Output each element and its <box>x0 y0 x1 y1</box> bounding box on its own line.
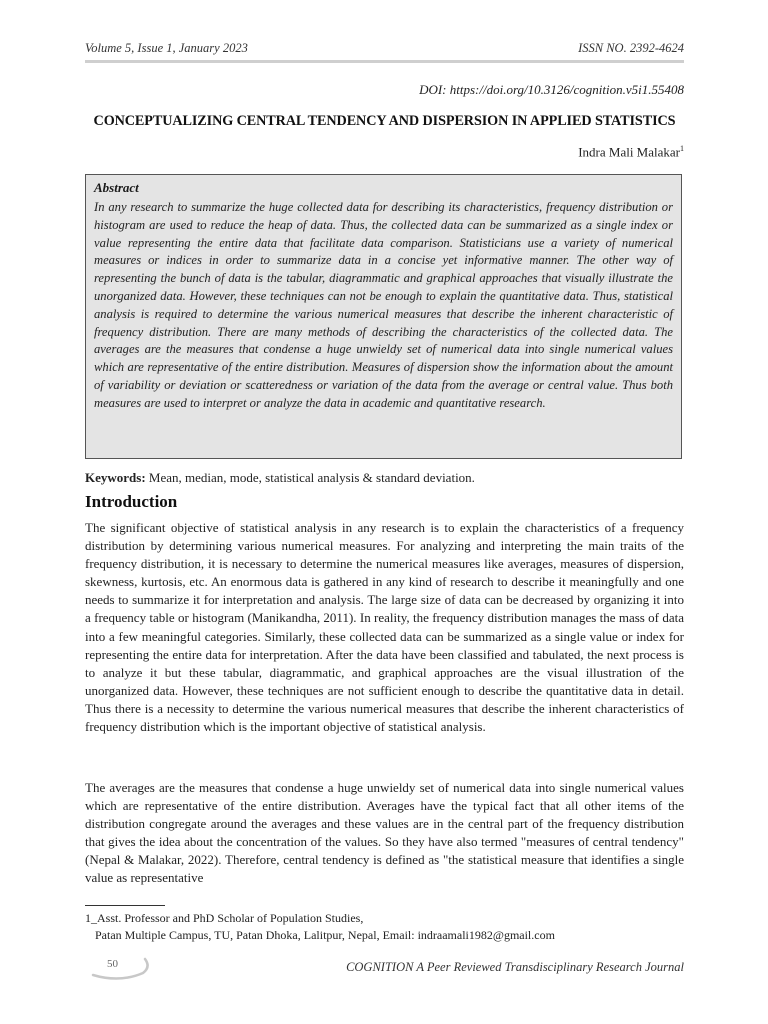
doi-label: DOI: <box>419 82 447 97</box>
footnote-rule <box>85 905 165 906</box>
page-number: 50 <box>107 958 118 970</box>
issn: ISSN NO. 2392-4624 <box>578 41 684 55</box>
article-title: CONCEPTUALIZING CENTRAL TENDENCY AND DISPERSION IN APPLIED STATISTICS <box>93 113 676 129</box>
footnote <box>85 910 555 944</box>
header-rule <box>85 60 684 63</box>
footnote-line-1: 1_Asst. Professor and PhD Scholar of Population Studies, <box>85 911 364 925</box>
footnote-line-2: Patan Multiple Campus, TU, Patan Dhoka, Lalitpur, Nepal, Email: indraamali1982@gmail.com <box>95 928 555 942</box>
keywords-label: Keywords: <box>85 470 146 485</box>
doi-link[interactable]: https://doi.org/10.3126/cognition.v5i1.55408 <box>449 82 684 97</box>
keywords-text: Mean, median, mode, statistical analysis & standard deviation. <box>145 470 475 485</box>
abstract-text: In any research to summarize the huge collected data for describing its characteristics, frequency distribution or histogram are used to reduce the heap of data. Thus, the collected data can be summarized as a single index or value representing the entire data that facilitate data comparison. Statisticians use a variety of numerical measures or indices in order to summarize data in a concise yet informative manner. The other way of representing the bunch of data is the tabular, diagrammatic and graphical approaches that visually illustrate the unorganized data. However, these techniques can not be enough to explain the quantitative data. Thus, statistical analysis is required to determine the various numerical measures that describe the inherent characteristic of frequency distribution. There are many methods of describing the characteristics of the collected data. The averages are the measures that condense a huge unwieldy set of numerical data into single numerical values which are representative of the entire distribution. Measures of dispersion show the information about the amount of variability or deviation or scatteredness or variation of the data from the average or central value. Thus both measures are used to interpret or analyze the data in academic and quantitative research. <box>94 200 673 410</box>
introduction-paragraph-1: The significant objective of statistical analysis in any research is to explain the characteristics of a frequency distribution by determining various numerical measures. For analyzing and interpreting the main traits of the frequency distribution, it is necessary to determine the numerical measures like averages, measures of dispersion, skewness, kurtosis, etc. An enormous data is gathered in any kind of research to describe it meaningfully and one needs to summarize it for interpretation and analysis. The large size of data can be decreased by organizing it into a frequency table or histogram (Manikandha, 2011). In reality, the frequency distribution manages the mass of data into a few meaningful categories. Similarly, these collected data can be summarized as a single value or index for representing the entire data for interpretation. After the data have been classified and tabulated, the next process is to analyze it but these tabular, diagrammatic, and graphical approaches are the visual illustration of the unorganized data. However, these techniques are not sufficient enough to describe the quantitative data in detail. Thus there is a necessity to determine the various numerical measures that describe the inherent characteristics of frequency distribution which is the important objective of statistical analysis. <box>85 520 684 735</box>
introduction-heading: Introduction <box>85 492 178 511</box>
page-swoosh-icon <box>85 953 155 983</box>
running-header <box>85 41 684 56</box>
introduction-paragraph-2: The averages are the measures that condense a huge unwieldy set of numerical data into single numerical values which are representative of the entire distribution. Averages have the typical fact that all other items of the distribution congregate around the averages and these values are in the central part of the frequency distribution that gives the idea about the concentration of the values. So they have also termed "measures of central tendency" (Nepal & Malakar, 2022). Therefore, central tendency is defined as "the statistical measure that identifies a single value as representative <box>85 780 684 886</box>
page-number-badge <box>85 953 155 983</box>
author-name: Indra Mali Malakar <box>578 144 680 160</box>
abstract-heading: Abstract <box>94 180 139 195</box>
keywords-line <box>85 470 475 486</box>
volume-issue: Volume 5, Issue 1, January 2023 <box>85 41 248 55</box>
author-line <box>578 144 684 160</box>
abstract-box <box>85 174 682 459</box>
doi-line <box>419 82 684 98</box>
author-footnote-mark: 1 <box>680 144 684 153</box>
journal-name: COGNITION A Peer Reviewed Transdisciplinary Research Journal <box>346 960 684 974</box>
